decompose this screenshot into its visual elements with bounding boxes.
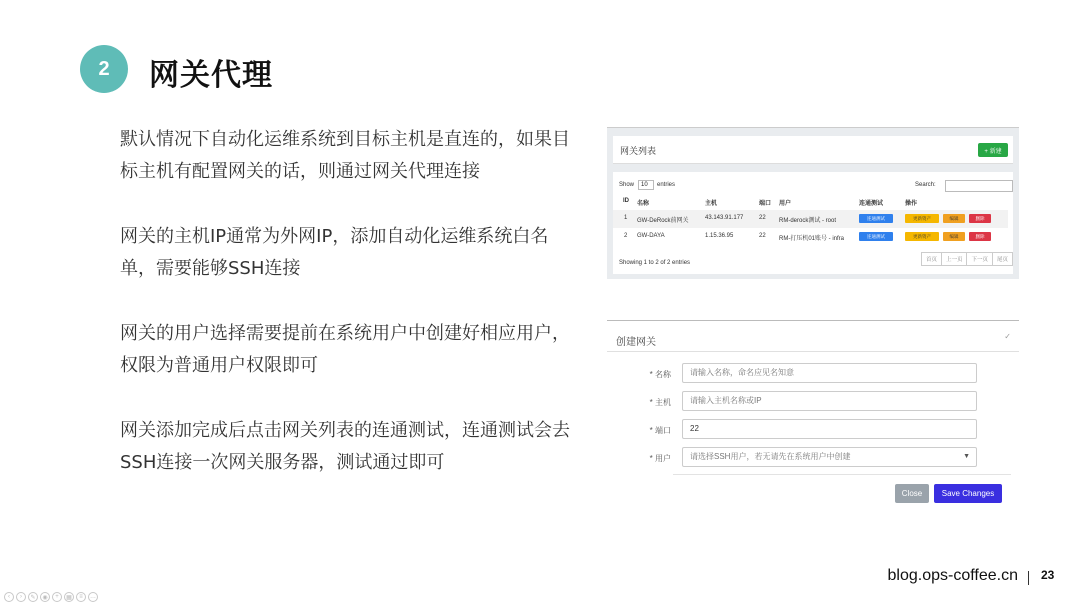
col-host: 主机 [705, 201, 718, 207]
close-button[interactable]: Close [895, 484, 929, 503]
col-actions: 操作 [905, 201, 918, 207]
divider [673, 474, 1011, 475]
row-user: RM-derock测试 - root [779, 218, 837, 224]
test-connection-button[interactable]: 连通测试 [859, 214, 893, 223]
section-number-badge [80, 45, 128, 93]
col-test: 连通测试 [859, 201, 884, 207]
gateway-list-title: 网关列表 [620, 146, 657, 156]
paragraph-2: 网关的主机IP通常为外网IP，添加自动化运维系统白名单，需要能够SSH连接 [120, 226, 549, 279]
modal-title: 创建网关 [616, 337, 656, 348]
table-info: Showing 1 to 2 of 2 entries [619, 260, 691, 266]
divider [607, 351, 1019, 352]
gateway-list-header [613, 136, 1013, 164]
row-user: RM-打压机01账号 - infra [779, 236, 845, 242]
table-row [613, 228, 1008, 246]
row-port: 22 [759, 233, 766, 239]
pen-icon[interactable]: ✎ [28, 592, 38, 602]
row-name: GW-DeRock前网关 [637, 218, 689, 224]
page-number: 23 [1041, 568, 1055, 582]
port-label: * 端口 [649, 426, 671, 435]
footer-url: blog.ops-coffee.cn [887, 567, 1018, 584]
col-user: 用户 [779, 201, 792, 207]
update-assets-button[interactable]: 更新资产 [905, 214, 939, 223]
zoom-icon[interactable]: + [52, 592, 62, 602]
new-gateway-button[interactable]: + 新建 [978, 143, 1008, 157]
chevron-down-icon: ▼ [963, 453, 970, 460]
save-changes-button[interactable]: Save Changes [934, 484, 1002, 503]
show-label: Show [619, 182, 635, 188]
table-row [613, 210, 1008, 228]
pagination [922, 252, 1013, 266]
page-prev[interactable]: 上一页 [941, 252, 968, 266]
section-number: 2 [98, 57, 110, 80]
row-id: 2 [624, 233, 628, 239]
delete-button[interactable]: 删除 [969, 214, 991, 223]
page-first[interactable]: 首页 [921, 252, 942, 266]
update-assets-button[interactable]: 更新资产 [905, 232, 939, 241]
player-controls [4, 592, 98, 602]
user-select[interactable] [682, 447, 977, 467]
next-icon[interactable]: › [16, 592, 26, 602]
row-port: 22 [759, 215, 766, 221]
page-next[interactable]: 下一页 [966, 252, 993, 266]
user-label: * 用户 [649, 454, 671, 463]
host-label: * 主机 [649, 398, 671, 407]
paragraph-1: 默认情况下自动化运维系统到目标主机是直连的，如果目标主机有配置网关的话，则通过网关代理连接 [120, 129, 570, 182]
port-field[interactable]: 22 [682, 419, 977, 439]
col-port: 端口 [759, 201, 772, 207]
gateway-table-card [613, 172, 1013, 274]
paragraph-3: 网关的用户选择需要提前在系统用户中创建好相应用户，权限为普通用户权限即可 [120, 323, 570, 376]
close-icon[interactable]: ✓ [1004, 332, 1011, 341]
name-label: * 名称 [649, 370, 671, 379]
row-id: 1 [624, 215, 628, 221]
row-name: GW-DAYA [637, 233, 665, 239]
divider [1028, 571, 1029, 585]
slide-title: 网关代理 [149, 58, 273, 93]
entries-label: entries [657, 182, 676, 188]
create-gateway-modal [607, 320, 1019, 520]
prev-icon[interactable]: ‹ [4, 592, 14, 602]
grid-icon[interactable]: ▦ [64, 592, 74, 602]
camera-icon[interactable]: ◉ [40, 592, 50, 602]
col-name: 名称 [637, 201, 650, 207]
page-last[interactable]: 尾页 [992, 252, 1013, 266]
paragraph-4: 网关添加完成后点击网关列表的连通测试，连通测试会去SSH连接一次网关服务器，测试通过即可 [120, 420, 570, 473]
name-field[interactable]: 请输入名称，命名应见名知意 [682, 363, 977, 383]
page-size-select[interactable]: 10 [638, 180, 654, 190]
delete-button[interactable]: 删除 [969, 232, 991, 241]
gateway-list-panel [607, 127, 1019, 279]
host-field[interactable]: 请输入主机名称或IP [682, 391, 977, 411]
row-host: 1.15.36.95 [705, 233, 734, 239]
search-input[interactable] [945, 180, 1013, 192]
search-label: Search: [915, 182, 936, 188]
edit-button[interactable]: 编辑 [943, 232, 965, 241]
subtitle-icon[interactable]: ≡ [76, 592, 86, 602]
row-host: 43.143.91.177 [705, 215, 744, 221]
edit-button[interactable]: 编辑 [943, 214, 965, 223]
user-select-placeholder: 请选择SSH用户，若无请先在系统用户中创建 [690, 452, 851, 461]
col-id: ID [623, 198, 629, 204]
more-icon[interactable]: … [90, 594, 96, 600]
test-connection-button[interactable]: 连通测试 [859, 232, 893, 241]
